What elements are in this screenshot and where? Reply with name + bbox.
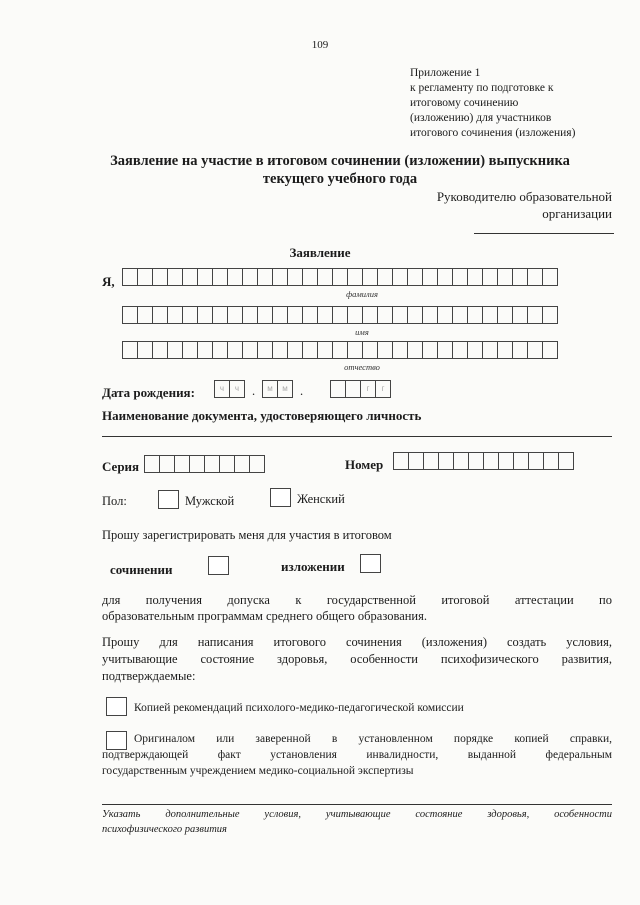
letter-cell[interactable] — [482, 306, 498, 324]
pmpk-label: Копией рекомендаций психолого-медико-педагогической комиссии — [134, 702, 464, 714]
letter-cell[interactable] — [257, 306, 273, 324]
date-cell[interactable] — [330, 380, 346, 398]
letter-cell[interactable] — [467, 341, 483, 359]
register-request: Прошу зарегистрировать меня для участия в итоговом — [102, 528, 392, 542]
letter-cell[interactable] — [174, 455, 190, 473]
date-cell[interactable] — [345, 380, 361, 398]
letter-cell[interactable] — [272, 341, 288, 359]
letter-cell[interactable] — [167, 341, 183, 359]
patronymic-cells[interactable] — [122, 341, 558, 359]
letter-cell[interactable] — [234, 455, 250, 473]
date-cell[interactable]: ч — [229, 380, 245, 398]
firstname-cells[interactable] — [122, 306, 558, 324]
letter-cell[interactable] — [392, 268, 408, 286]
appendix-line: итоговому сочинению — [410, 97, 519, 109]
letter-cell[interactable] — [317, 268, 333, 286]
letter-cell[interactable] — [512, 341, 528, 359]
addressee-line: Руководителю образовательной — [436, 189, 612, 204]
letter-cell[interactable] — [122, 268, 138, 286]
letter-cell[interactable] — [152, 306, 168, 324]
letter-cell[interactable] — [242, 268, 258, 286]
letter-cell[interactable] — [227, 268, 243, 286]
letter-cell[interactable] — [422, 306, 438, 324]
male-label: Мужской — [185, 494, 235, 508]
appendix-line: Приложение 1 — [410, 67, 481, 79]
letter-cell[interactable] — [362, 268, 378, 286]
letter-cell[interactable] — [204, 455, 220, 473]
gender-label: Пол: — [102, 494, 127, 508]
letter-cell[interactable] — [527, 268, 543, 286]
letter-cell[interactable] — [122, 306, 138, 324]
letter-cell[interactable] — [212, 268, 228, 286]
section-heading: Заявление — [289, 245, 351, 260]
letter-cell[interactable] — [362, 306, 378, 324]
purpose-line: для получения допуска к государственной итоговой аттестации по — [102, 593, 612, 607]
letter-cell[interactable] — [144, 455, 160, 473]
letter-cell[interactable] — [137, 341, 153, 359]
page-number: 109 — [311, 39, 329, 51]
title-line: текущего учебного года — [262, 171, 418, 187]
letter-cell[interactable] — [468, 452, 484, 470]
date-separator: . — [252, 384, 256, 398]
letter-cell[interactable] — [189, 455, 205, 473]
letter-cell[interactable] — [317, 306, 333, 324]
letter-cell[interactable] — [512, 306, 528, 324]
letter-cell[interactable] — [242, 341, 258, 359]
exposition-option-label: изложении — [281, 559, 345, 574]
letter-cell[interactable] — [392, 341, 408, 359]
conditions-line: подтверждаемые: — [102, 669, 196, 683]
letter-cell[interactable] — [512, 268, 528, 286]
letter-cell[interactable] — [219, 455, 235, 473]
letter-cell[interactable] — [438, 452, 454, 470]
extra-conditions-line[interactable] — [102, 804, 612, 805]
date-cell[interactable]: г — [375, 380, 391, 398]
date-cell[interactable]: ч — [214, 380, 230, 398]
letter-cell[interactable] — [437, 341, 453, 359]
letter-cell[interactable] — [543, 452, 559, 470]
letter-cell[interactable] — [152, 268, 168, 286]
letter-cell[interactable] — [392, 306, 408, 324]
document-heading: Наименование документа, удостоверяющего личность — [102, 408, 422, 423]
title-line: Заявление на участие в итоговом сочинении (изложении) выпускника — [110, 153, 570, 169]
letter-cell[interactable] — [542, 306, 558, 324]
letter-cell[interactable] — [197, 306, 213, 324]
series-label: Серия — [102, 459, 140, 474]
birth-day-cells[interactable] — [214, 380, 245, 398]
letter-cell[interactable] — [542, 268, 558, 286]
letter-cell[interactable] — [167, 268, 183, 286]
surname-caption: фамилия — [346, 289, 378, 299]
essay-checkbox[interactable] — [208, 556, 229, 575]
letter-cell[interactable] — [347, 341, 363, 359]
letter-cell[interactable] — [393, 452, 409, 470]
letter-cell[interactable] — [407, 306, 423, 324]
letter-cell[interactable] — [257, 341, 273, 359]
letter-cell[interactable] — [452, 341, 468, 359]
letter-cell[interactable] — [527, 306, 543, 324]
birth-month-cells[interactable] — [262, 380, 293, 398]
letter-cell[interactable] — [302, 268, 318, 286]
patronymic-caption: отчество — [344, 362, 380, 372]
letter-cell[interactable] — [408, 452, 424, 470]
letter-cell[interactable] — [137, 306, 153, 324]
birth-year-cells[interactable] — [330, 380, 391, 398]
letter-cell[interactable] — [122, 341, 138, 359]
addressee-line-field[interactable] — [474, 233, 614, 234]
letter-cell[interactable] — [302, 306, 318, 324]
letter-cell[interactable] — [257, 268, 273, 286]
appendix-line: (изложению) для участников — [410, 112, 552, 124]
appendix-line: к регламенту по подготовке к — [410, 82, 554, 94]
letter-cell[interactable] — [423, 452, 439, 470]
letter-cell[interactable] — [497, 268, 513, 286]
letter-cell[interactable] — [407, 268, 423, 286]
pmpk-checkbox[interactable] — [106, 697, 127, 716]
letter-cell[interactable] — [317, 341, 333, 359]
letter-cell[interactable] — [137, 268, 153, 286]
letter-cell[interactable] — [362, 341, 378, 359]
letter-cell[interactable] — [452, 268, 468, 286]
letter-cell[interactable] — [182, 268, 198, 286]
birth-date-label: Дата рождения: — [102, 385, 195, 400]
female-label: Женский — [297, 492, 345, 506]
letter-cell[interactable] — [167, 306, 183, 324]
letter-cell[interactable] — [467, 268, 483, 286]
letter-cell[interactable] — [558, 452, 574, 470]
number-cells[interactable] — [393, 452, 574, 470]
conditions-line: учитывающие состояние здоровья, особенности психофизического развития, — [102, 652, 612, 666]
purpose-line: образовательным программам среднего общего образования. — [102, 609, 427, 623]
disability-line: Оригиналом или заверенной в установленном порядке копией справки, — [134, 733, 612, 745]
appendix-line: итогового сочинения (изложения) — [410, 127, 576, 139]
addressee-line: организации — [542, 206, 612, 221]
letter-cell[interactable] — [302, 341, 318, 359]
letter-cell[interactable] — [528, 452, 544, 470]
letter-cell[interactable] — [287, 341, 303, 359]
letter-cell[interactable] — [497, 341, 513, 359]
letter-cell[interactable] — [452, 306, 468, 324]
letter-cell[interactable] — [287, 306, 303, 324]
letter-cell[interactable] — [437, 268, 453, 286]
letter-cell[interactable] — [407, 341, 423, 359]
letter-cell[interactable] — [513, 452, 529, 470]
letter-cell[interactable] — [197, 268, 213, 286]
letter-cell[interactable] — [212, 306, 228, 324]
letter-cell[interactable] — [182, 341, 198, 359]
date-separator: . — [300, 384, 304, 398]
date-cell[interactable]: м — [262, 380, 278, 398]
letter-cell[interactable] — [347, 306, 363, 324]
letter-cell[interactable] — [482, 341, 498, 359]
addressee — [400, 188, 612, 222]
letter-cell[interactable] — [182, 306, 198, 324]
letter-cell[interactable] — [227, 341, 243, 359]
letter-cell[interactable] — [482, 268, 498, 286]
letter-cell[interactable] — [498, 452, 514, 470]
letter-cell[interactable] — [347, 268, 363, 286]
footnote-line: Указать дополнительные условия, учитывающие состояние здоровья, особенности — [102, 809, 612, 820]
letter-cell[interactable] — [483, 452, 499, 470]
letter-cell[interactable] — [332, 306, 348, 324]
letter-cell[interactable] — [287, 268, 303, 286]
letter-cell[interactable] — [212, 341, 228, 359]
letter-cell[interactable] — [453, 452, 469, 470]
male-checkbox[interactable] — [158, 490, 179, 509]
conditions-line: Прошу для написания итогового сочинения (изложения) создать условия, — [102, 635, 612, 649]
series-cells[interactable] — [144, 455, 265, 473]
letter-cell[interactable] — [437, 306, 453, 324]
firstname-caption: имя — [355, 327, 369, 337]
appendix-note — [410, 66, 620, 141]
document-title — [60, 152, 620, 188]
disability-line: подтверждающей факт установления инвалидности, выданной федеральным — [102, 749, 612, 761]
letter-cell[interactable] — [272, 306, 288, 324]
letter-cell[interactable] — [422, 268, 438, 286]
letter-cell[interactable] — [242, 306, 258, 324]
letter-cell[interactable] — [377, 268, 393, 286]
number-label: Номер — [345, 457, 384, 472]
letter-cell[interactable] — [197, 341, 213, 359]
surname-cells[interactable] — [122, 268, 558, 286]
disability-line: государственным учреждением медико-социальной экспертизы — [102, 765, 414, 777]
letter-cell[interactable] — [332, 341, 348, 359]
letter-cell[interactable] — [422, 341, 438, 359]
letter-cell[interactable] — [467, 306, 483, 324]
essay-option-label: сочинении — [110, 562, 173, 577]
letter-cell[interactable] — [527, 341, 543, 359]
letter-cell[interactable] — [542, 341, 558, 359]
letter-cell[interactable] — [159, 455, 175, 473]
female-checkbox[interactable] — [270, 488, 291, 507]
date-cell[interactable]: м — [277, 380, 293, 398]
document-name-line[interactable] — [102, 436, 612, 437]
letter-cell[interactable] — [332, 268, 348, 286]
exposition-checkbox[interactable] — [360, 554, 381, 573]
letter-cell[interactable] — [377, 341, 393, 359]
letter-cell[interactable] — [227, 306, 243, 324]
footnote-line: психофизического развития — [102, 824, 227, 835]
letter-cell[interactable] — [272, 268, 288, 286]
letter-cell[interactable] — [249, 455, 265, 473]
name-prefix: Я, — [102, 274, 115, 289]
date-cell[interactable]: г — [360, 380, 376, 398]
letter-cell[interactable] — [152, 341, 168, 359]
letter-cell[interactable] — [497, 306, 513, 324]
letter-cell[interactable] — [377, 306, 393, 324]
